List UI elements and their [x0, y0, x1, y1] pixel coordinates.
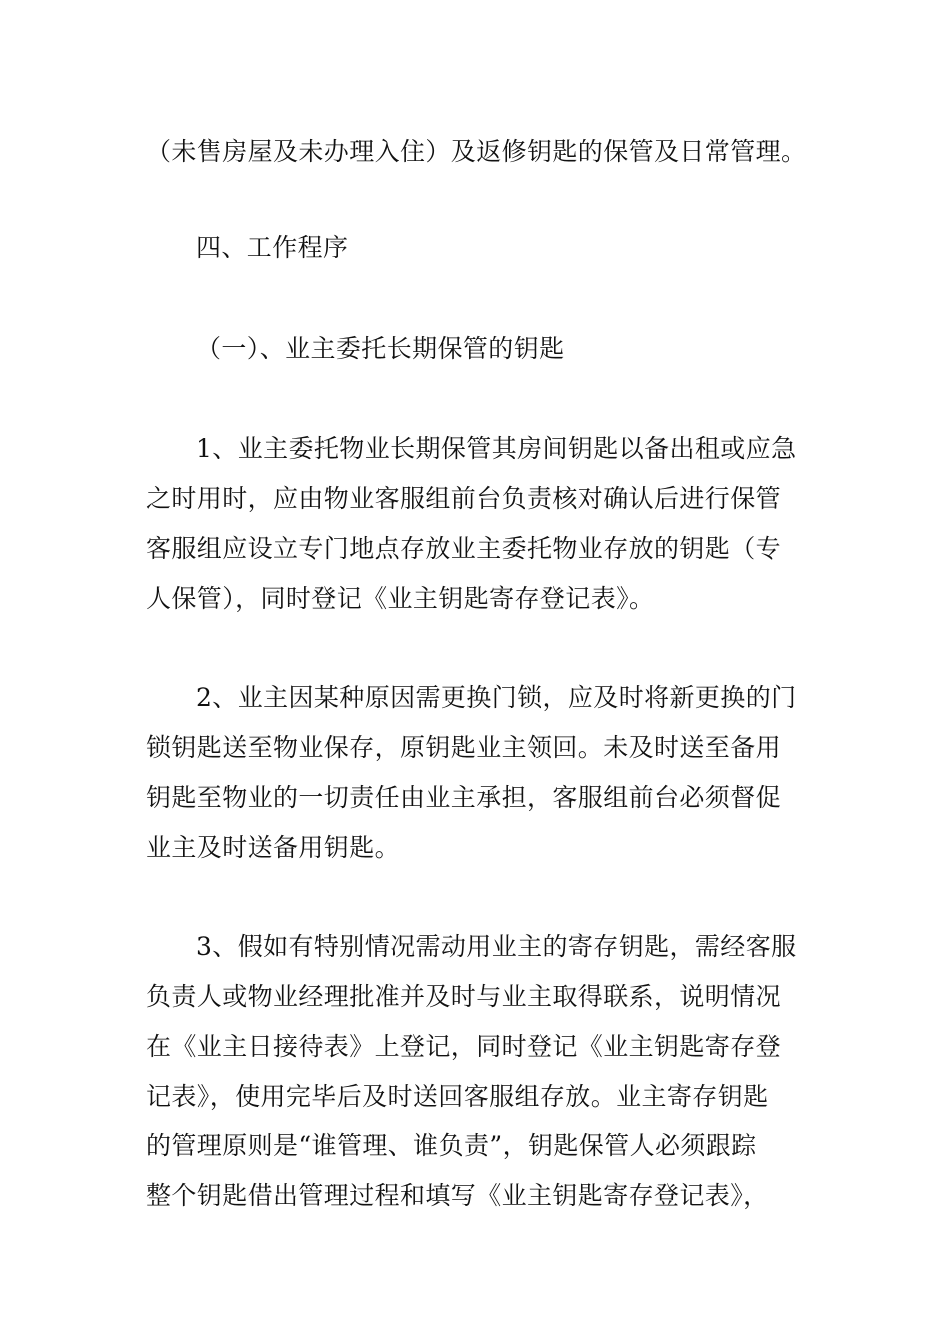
paragraph-3-line-1: 3、假如有特别情况需动用业主的寄存钥匙，需经客服: [196, 932, 797, 961]
paragraph-1-line-2: 之时用时，应由物业客服组前台负责核对确认后进行保管: [146, 484, 782, 513]
paragraph-3-line-4: 记表》，使用完毕后及时送回客服组存放。业主寄存钥匙: [146, 1082, 769, 1111]
paragraph-2-line-4: 业主及时送备用钥匙。: [146, 833, 401, 862]
section-heading-work-procedure: 四、工作程序: [196, 233, 349, 262]
paragraph-3-line-6: 整个钥匙借出管理过程和填写《业主钥匙寄存登记表》，: [146, 1181, 769, 1210]
paragraph-2-line-1: 2、业主因某种原因需更换门锁，应及时将新更换的门: [196, 683, 797, 712]
paragraph-2-line-3: 钥匙至物业的一切责任由业主承担，客服组前台必须督促: [146, 783, 782, 812]
paragraph-3-line-5: 的管理原则是“谁管理、谁负责”，钥匙保管人必须跟踪: [146, 1131, 757, 1160]
paragraph-1-line-1: 1、业主委托物业长期保管其房间钥匙以备出租或应急: [196, 434, 797, 463]
paragraph-3-line-3: 在《业主日接待表》上登记，同时登记《业主钥匙寄存登: [146, 1032, 782, 1061]
subsection-heading-long-term-keys: （一）、业主委托长期保管的钥匙: [196, 334, 565, 363]
paragraph-2-line-2: 锁钥匙送至物业保存，原钥匙业主领回。未及时送至备用: [146, 733, 782, 762]
paragraph-1-line-4: 人保管），同时登记《业主钥匙寄存登记表》。: [146, 584, 655, 613]
paragraph-1-line-3: 客服组应设立专门地点存放业主委托物业存放的钥匙（专: [146, 534, 782, 563]
paragraph-3-line-2: 负责人或物业经理批准并及时与业主取得联系，说明情况: [146, 982, 782, 1011]
text-line-continuation: （未售房屋及未办理入住）及返修钥匙的保管及日常管理。: [146, 137, 807, 166]
